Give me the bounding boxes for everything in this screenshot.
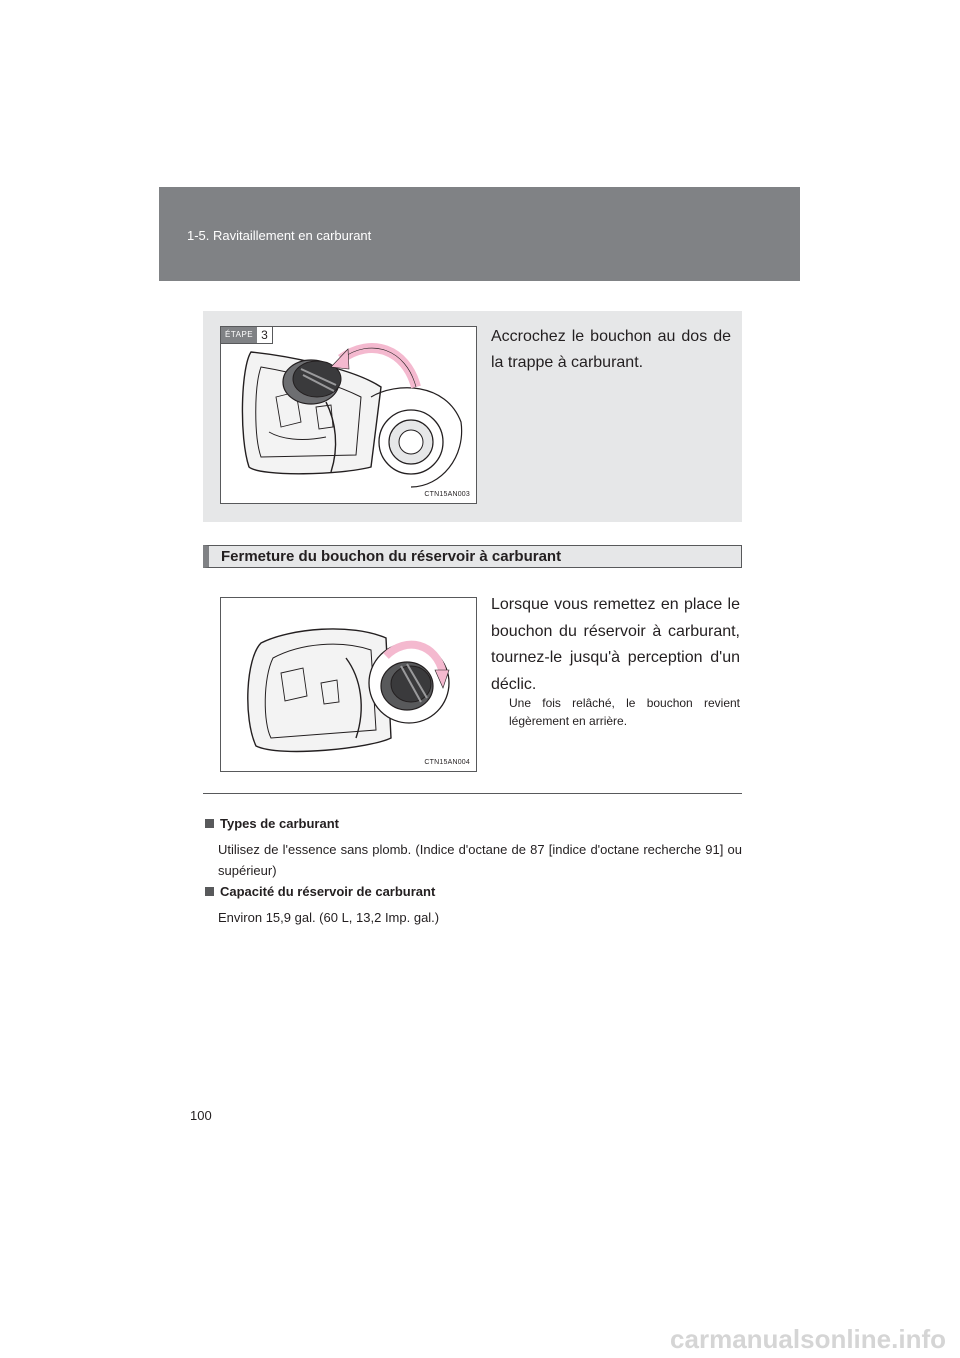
section-title: 1-5. Ravitaillement en carburant [187,228,372,243]
step-label: ÉTAPE [221,327,257,343]
info-item [203,816,742,881]
info-title [203,816,742,831]
info-title [203,884,742,899]
closing-instruction: Lorsque vous remettez en place le bouchon du réservoir à carburant, tournez-le jusqu'à perception d'un déclic. [491,596,740,693]
divider [203,793,742,794]
square-bullet-icon [205,819,214,828]
step-box [203,311,742,522]
info-title-text: Types de carburant [220,816,339,831]
figure-code: CTN15AN004 [424,759,470,766]
square-bullet-icon [205,887,214,896]
figure-code: CTN15AN003 [424,491,470,498]
step-instruction: Accrochez le bouchon au dos de la trappe à carburant. [491,328,731,371]
chapter-header-bar [159,187,800,281]
info-item [203,884,742,928]
closing-heading: Fermeture du bouchon du réservoir à carburant [203,545,742,568]
closing-note: Une fois relâché, le bouchon revient légèrement en arrière. [509,696,740,728]
step-figure [220,326,477,504]
svg-text:carmanualsonline.info: carmanualsonline.info [670,1324,946,1354]
step-number: 3 [257,327,272,343]
page-number: 100 [190,1108,212,1123]
closing-figure [220,597,477,772]
fuel-door-open-cap-hooked-illustration [221,327,476,503]
info-body: Utilisez de l'essence sans plomb. (Indice d'octane de 87 [indice d'octane recherche 91] ou supérieur) [218,842,742,878]
info-body: Environ 15,9 gal. (60 L, 13,2 Imp. gal.) [218,910,440,925]
fuel-cap-closing-illustration [221,598,476,771]
info-title-text: Capacité du réservoir de carburant [220,884,436,899]
step-badge [221,327,273,344]
